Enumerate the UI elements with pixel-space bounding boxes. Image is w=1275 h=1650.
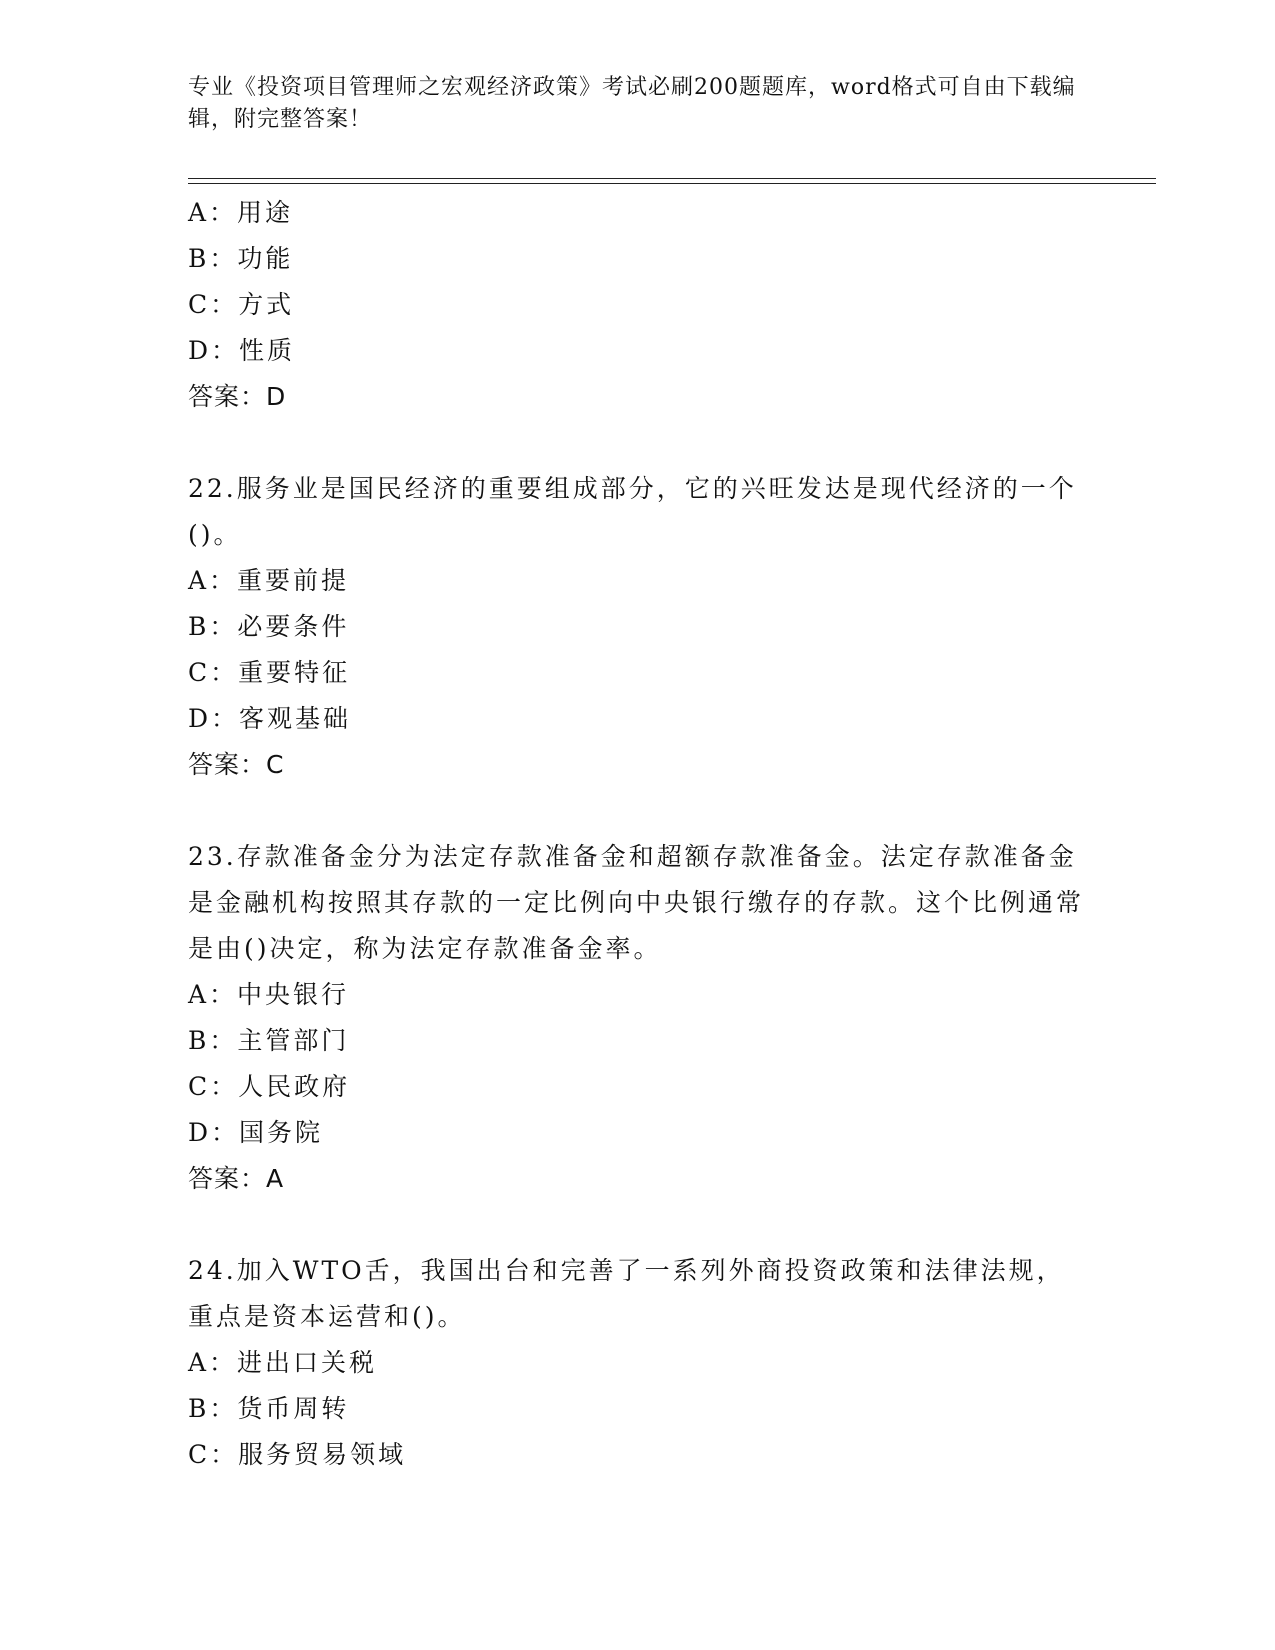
option-b: B：主管部门 — [188, 1026, 350, 1055]
option-a: A：重要前提 — [188, 566, 350, 595]
document-body — [188, 190, 1088, 1478]
spacer — [188, 788, 1088, 834]
question-21-continuation — [188, 190, 1088, 420]
question-text: 22.服务业是国民经济的重要组成部分，它的兴旺发达是现代经济的一个()。 — [188, 474, 1077, 549]
option-b: B：货币周转 — [188, 1394, 350, 1423]
header-divider-top — [188, 178, 1156, 179]
option-c: C：重要特征 — [188, 658, 351, 687]
option-c: C：人民政府 — [188, 1072, 351, 1101]
option-b: B：必要条件 — [188, 612, 350, 641]
answer-line: 答案：A — [188, 1164, 285, 1193]
option-b: B：功能 — [188, 244, 294, 273]
answer-line: 答案：D — [188, 382, 287, 411]
question-23 — [188, 834, 1088, 1202]
option-a: A：进出口关税 — [188, 1348, 378, 1377]
question-text: 24.加入WTO舌，我国出台和完善了一系列外商投资政策和法律法规，重点是资本运营和()。 — [188, 1256, 1065, 1331]
option-c: C：方式 — [188, 290, 295, 319]
option-d: D：性质 — [188, 336, 296, 365]
option-a: A：用途 — [188, 198, 294, 227]
question-text: 23.存款准备金分为法定存款准备金和超额存款准备金。法定存款准备金是金融机构按照其存款的一定比例向中央银行缴存的存款。这个比例通常是由()决定，称为法定存款准备金率。 — [188, 842, 1085, 963]
option-d: D：客观基础 — [188, 704, 352, 733]
spacer — [188, 420, 1088, 466]
option-c: C：服务贸易领域 — [188, 1440, 407, 1469]
spacer — [188, 1202, 1088, 1248]
option-d: D：国务院 — [188, 1118, 324, 1147]
question-24 — [188, 1248, 1088, 1478]
answer-line: 答案：C — [188, 750, 285, 779]
header-divider-bottom — [188, 183, 1156, 184]
question-22 — [188, 466, 1088, 788]
option-a: A：中央银行 — [188, 980, 350, 1009]
document-header-title: 专业《投资项目管理师之宏观经济政策》考试必刷200题题库，word格式可自由下载编辑，附完整答案！ — [188, 75, 1076, 132]
